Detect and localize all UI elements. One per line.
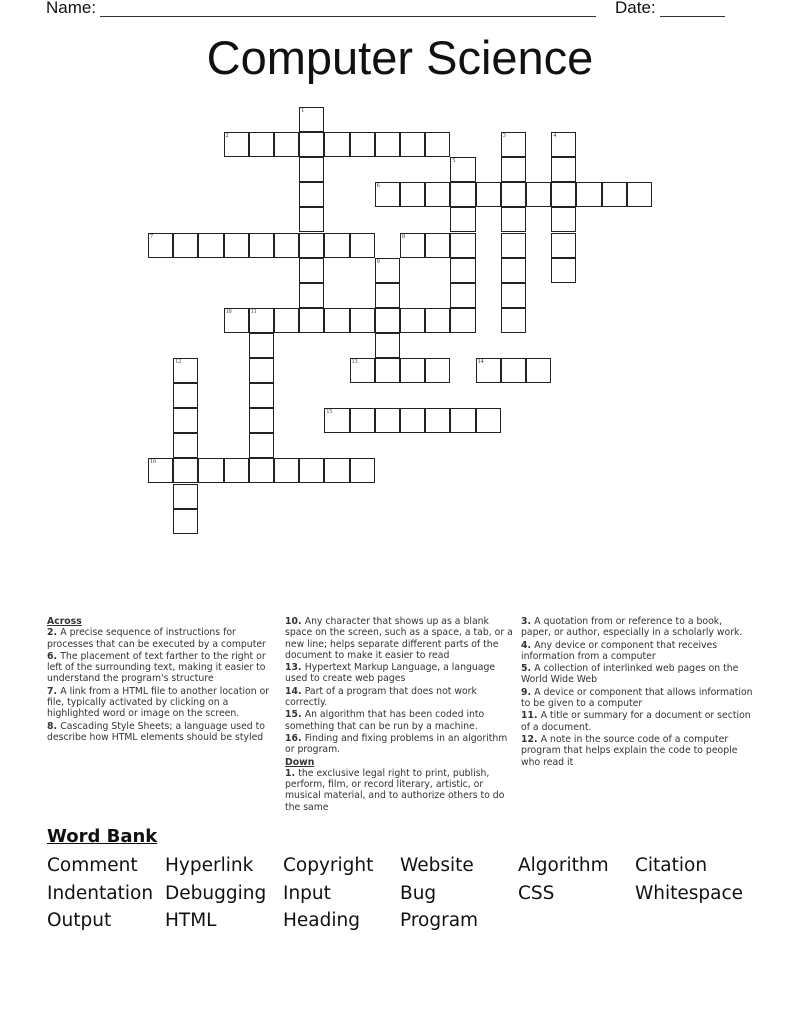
word-bank-word: Hyperlink <box>165 855 254 876</box>
crossword-cell[interactable] <box>450 283 475 308</box>
crossword-cell[interactable] <box>173 383 198 408</box>
crossword-cell[interactable] <box>501 233 526 258</box>
clue <box>285 709 517 732</box>
crossword-cell[interactable] <box>224 132 249 157</box>
crossword-cell[interactable] <box>526 182 551 207</box>
clue <box>47 721 279 744</box>
clue-number: 4 <box>553 133 557 140</box>
crossword-cell[interactable] <box>299 132 324 157</box>
clue-text: A link from a HTML file to another location or file, typically activated by clicking on a highlighted word or image on the screen. <box>47 685 270 720</box>
crossword-cell[interactable] <box>450 408 475 433</box>
crossword-cell[interactable] <box>425 358 450 383</box>
clue-number: 8 <box>402 233 405 240</box>
crossword-cell[interactable] <box>551 258 576 283</box>
crossword-cell[interactable] <box>400 358 425 383</box>
crossword-cell[interactable] <box>526 358 551 383</box>
page-title: Computer Science <box>206 31 594 84</box>
crossword-cell[interactable] <box>274 132 299 157</box>
crossword-cell[interactable] <box>400 233 425 258</box>
crossword-cell[interactable] <box>400 132 425 157</box>
word-bank-word: Website <box>400 855 474 876</box>
crossword-cell[interactable] <box>476 408 501 433</box>
crossword-cell[interactable] <box>173 433 198 458</box>
crossword-cell[interactable] <box>224 308 249 333</box>
crossword-cell[interactable] <box>173 408 198 433</box>
crossword-cell[interactable] <box>324 458 349 483</box>
crossword-cell[interactable] <box>551 132 576 157</box>
clue-text: The placement of text farther to the right or left of the surrounding text, making it easier to understand the program's structure <box>47 650 266 685</box>
crossword-cell[interactable] <box>501 157 526 182</box>
crossword-cell[interactable] <box>198 233 223 258</box>
crossword-cell[interactable] <box>450 182 475 207</box>
word-bank-title: Word Bank <box>47 826 158 847</box>
clue-text: Cascading Style Sheets; a language used to describe how HTML elements should be styled <box>47 720 265 743</box>
crossword-cell[interactable] <box>148 233 173 258</box>
clue <box>47 686 279 720</box>
crossword-cell[interactable] <box>501 308 526 333</box>
clue-number: 2. <box>47 627 61 639</box>
clue-number: 13. <box>285 662 305 674</box>
clue-text: An algorithm that has been coded into something that can be run by a machine. <box>285 709 485 732</box>
clues-column-1 <box>47 616 279 744</box>
crossword-cell[interactable] <box>274 458 299 483</box>
word-bank-word: Citation <box>635 855 708 876</box>
clue <box>521 734 753 768</box>
crossword-cell[interactable] <box>375 283 400 308</box>
clue <box>47 627 279 650</box>
clue-number: 7. <box>47 685 61 697</box>
crossword-cell[interactable] <box>299 283 324 308</box>
crossword-cell[interactable] <box>375 358 400 383</box>
clue-text: the exclusive legal right to print, publish, perform, film, or record literary, artistic, or musical material, and to authorize others to do the same <box>285 767 505 813</box>
clue-number: 15. <box>285 709 305 721</box>
clue-number: 12. <box>521 733 541 745</box>
clue <box>285 662 517 685</box>
clues-column-2 <box>285 616 517 814</box>
crossword-cell[interactable] <box>249 358 274 383</box>
crossword-cell[interactable] <box>350 458 375 483</box>
crossword-cell[interactable] <box>375 132 400 157</box>
crossword-cell[interactable] <box>324 308 349 333</box>
across-heading: Across <box>47 616 82 627</box>
crossword-cell[interactable] <box>375 308 400 333</box>
word-bank-word: Debugging <box>165 883 267 904</box>
crossword-cell[interactable] <box>324 408 349 433</box>
crossword-cell[interactable] <box>350 132 375 157</box>
crossword-cell[interactable] <box>576 182 601 207</box>
crossword-cell[interactable] <box>173 358 198 383</box>
crossword-cell[interactable] <box>476 182 501 207</box>
crossword-cell[interactable] <box>450 233 475 258</box>
clue-text: A quotation from or reference to a book, paper, or author, especially in a scholarly work. <box>521 616 743 639</box>
crossword-cell[interactable] <box>198 458 223 483</box>
clue-number: 2 <box>225 133 229 140</box>
crossword-cell[interactable] <box>375 408 400 433</box>
word-bank-word: Comment <box>47 855 138 876</box>
crossword-cell[interactable] <box>450 308 475 333</box>
crossword-cell[interactable] <box>350 308 375 333</box>
crossword-cell[interactable] <box>375 182 400 207</box>
clue-number: 13 <box>351 359 358 365</box>
clue <box>521 640 753 663</box>
clue <box>521 616 753 639</box>
clue-text: Finding and fixing problems in an algorithm or program. <box>285 732 508 756</box>
clue-text: A device or component that allows information to be given to a computer <box>521 686 753 710</box>
clue-number: 6. <box>47 650 61 662</box>
clue <box>285 768 517 813</box>
name-label: Name: <box>46 0 97 17</box>
word-bank-word: Algorithm <box>518 855 609 876</box>
crossword-cell[interactable] <box>299 182 324 207</box>
clue-text: Any character that shows up as a blank space on the screen, such as a space, a tab, or a new line; helps separate different parts of the document to make it easier to read <box>285 616 513 661</box>
clue-number: 11. <box>521 710 541 722</box>
clue-number: 15 <box>326 409 333 416</box>
crossword-cell[interactable] <box>400 408 425 433</box>
crossword-cell[interactable] <box>476 358 501 383</box>
crossword-cell[interactable] <box>173 484 198 509</box>
crossword-cell[interactable] <box>173 233 198 258</box>
crossword-cell[interactable] <box>299 258 324 283</box>
crossword-cell[interactable] <box>350 408 375 433</box>
clue-text: A title or summary for a document or section of a document. <box>521 710 751 733</box>
crossword-cell[interactable] <box>551 233 576 258</box>
crossword-cell[interactable] <box>627 182 652 207</box>
word-bank-word: Copyright <box>283 855 374 876</box>
crossword-cell[interactable] <box>249 433 274 458</box>
clue-number: 10. <box>285 616 305 627</box>
clue-text: A collection of interlinked web pages on the World Wide Web <box>521 663 739 686</box>
word-bank-word: Program <box>400 910 479 931</box>
crossword-cell[interactable] <box>350 233 375 258</box>
crossword-cell[interactable] <box>324 132 349 157</box>
crossword-cell[interactable] <box>249 233 274 258</box>
clue <box>285 686 517 709</box>
crossword-cell[interactable] <box>501 207 526 232</box>
crossword-cell[interactable] <box>299 458 324 483</box>
clue-number: 5. <box>521 663 535 675</box>
crossword-cell[interactable] <box>173 458 198 483</box>
clue <box>285 616 517 661</box>
crossword-cell[interactable] <box>249 458 274 483</box>
crossword-cell[interactable] <box>425 182 450 207</box>
crossword-cell[interactable] <box>501 132 526 157</box>
clue <box>521 687 753 710</box>
clues-column-3 <box>521 616 753 769</box>
crossword-cell[interactable] <box>551 157 576 182</box>
crossword-cell[interactable] <box>425 408 450 433</box>
crossword-cell[interactable] <box>274 308 299 333</box>
crossword-cell[interactable] <box>400 182 425 207</box>
clue-number: 3. <box>521 616 535 627</box>
crossword-cell[interactable] <box>602 182 627 207</box>
crossword-cell[interactable] <box>224 458 249 483</box>
crossword-cell[interactable] <box>299 157 324 182</box>
clue-number: 9 <box>376 258 380 265</box>
word-bank-word: Indentation <box>47 883 154 904</box>
crossword-cell[interactable] <box>501 358 526 383</box>
crossword-cell[interactable] <box>249 408 274 433</box>
crossword-cell[interactable] <box>148 458 173 483</box>
crossword-cell[interactable] <box>299 107 324 132</box>
crossword-cell[interactable] <box>249 333 274 358</box>
clue-number: 9. <box>521 686 535 698</box>
clue <box>521 663 753 686</box>
crossword-cell[interactable] <box>551 207 576 232</box>
crossword-cell[interactable] <box>425 308 450 333</box>
crossword-cell[interactable] <box>350 358 375 383</box>
word-bank-word: Input <box>283 883 331 904</box>
clue-number: 8. <box>47 720 61 732</box>
crossword-cell[interactable] <box>249 308 274 333</box>
clue-number: 12 <box>175 359 182 365</box>
clue-text: Any device or component that receives information from a computer <box>521 639 718 662</box>
crossword-cell[interactable] <box>375 258 400 283</box>
down-heading: Down <box>285 756 315 768</box>
clue-text: Part of a program that does not work correctly. <box>285 685 477 709</box>
crossword-cell[interactable] <box>450 207 475 232</box>
clue <box>521 710 753 733</box>
word-bank-word: Output <box>47 910 112 931</box>
clue-number: 14. <box>285 685 305 697</box>
word-bank-word: Heading <box>283 910 360 931</box>
clue-text: A precise sequence of instructions for processes that can be executed by a computer <box>47 627 266 650</box>
crossword-cell[interactable] <box>249 132 274 157</box>
crossword-cell[interactable] <box>173 509 198 534</box>
clue-number: 6 <box>376 183 380 190</box>
crossword-cell[interactable] <box>501 258 526 283</box>
clue-number: 1. <box>285 767 299 779</box>
clue-number: 11 <box>250 308 257 315</box>
clue-number: 14 <box>477 359 484 365</box>
clue-number: 10 <box>225 308 232 315</box>
crossword-cell[interactable] <box>299 308 324 333</box>
crossword-cell[interactable] <box>299 207 324 232</box>
clue-number: 16. <box>285 732 305 744</box>
crossword-cell[interactable] <box>551 182 576 207</box>
crossword-cell[interactable] <box>450 258 475 283</box>
crossword-cell[interactable] <box>274 233 299 258</box>
crossword-cell[interactable] <box>400 308 425 333</box>
date-label: Date: <box>615 0 656 17</box>
crossword-cell[interactable] <box>425 132 450 157</box>
crossword-cell[interactable] <box>501 283 526 308</box>
word-bank-word: CSS <box>518 883 555 904</box>
clue <box>47 651 279 685</box>
clue-number: 3 <box>502 133 506 140</box>
crossword-cell[interactable] <box>501 182 526 207</box>
clue-number: 16 <box>150 459 156 466</box>
word-bank-word: HTML <box>165 910 217 931</box>
word-bank-word: Whitespace <box>635 883 744 904</box>
clue-number: 5 <box>452 158 456 165</box>
crossword-cell[interactable] <box>425 233 450 258</box>
crossword-cell[interactable] <box>375 333 400 358</box>
crossword-cell[interactable] <box>249 383 274 408</box>
crossword-cell[interactable] <box>224 233 249 258</box>
crossword-cell[interactable] <box>299 233 324 258</box>
clue-text: Hypertext Markup Language, a language used to create web pages <box>285 662 496 685</box>
crossword-cell[interactable] <box>324 233 349 258</box>
clue-number: 1 <box>301 108 305 114</box>
clue-number: 7 <box>150 233 153 240</box>
clue-number: 4. <box>521 639 535 651</box>
clue <box>285 733 517 756</box>
word-bank-word: Bug <box>400 883 437 904</box>
crossword-cell[interactable] <box>450 157 475 182</box>
clue-text: A note in the source code of a computer program that helps explain the code to people who read it <box>521 733 738 768</box>
